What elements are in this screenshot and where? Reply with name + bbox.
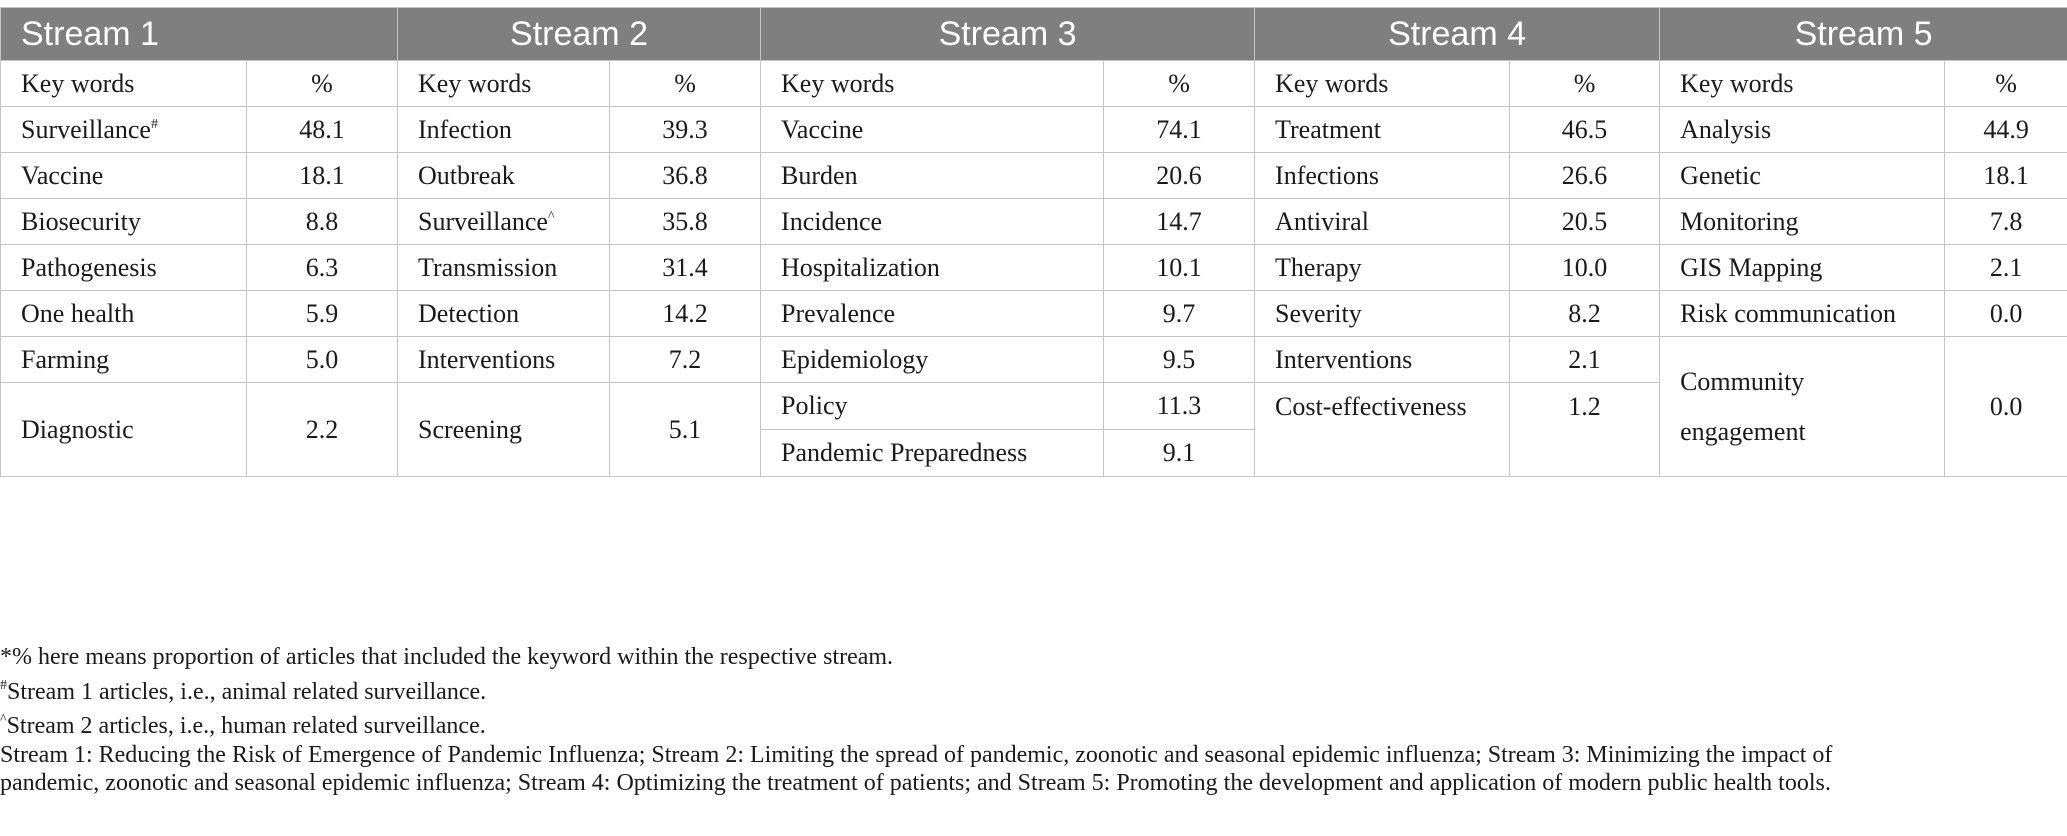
keyword-cell: Treatment bbox=[1255, 107, 1510, 153]
percent-cell: 48.1 bbox=[247, 107, 398, 153]
keyword-cell: Monitoring bbox=[1660, 199, 1945, 245]
table-row bbox=[1, 107, 2067, 153]
percent-cell: 7.8 bbox=[1945, 199, 2067, 245]
percent-cell: 0.0 bbox=[1945, 291, 2067, 337]
percent-cell: 18.1 bbox=[247, 153, 398, 199]
percent-cell: 18.1 bbox=[1945, 153, 2067, 199]
percent-cell: 39.3 bbox=[610, 107, 761, 153]
percent-header: % bbox=[1510, 61, 1660, 107]
keyword-cell: Diagnostic bbox=[1, 383, 247, 477]
keywords-header: Key words bbox=[1, 61, 247, 107]
percent-cell: 2.1 bbox=[1510, 337, 1660, 383]
percent-cell: 1.2 bbox=[1510, 383, 1660, 477]
keyword-cell: Transmission bbox=[398, 245, 610, 291]
keyword-text: Surveillance bbox=[418, 206, 548, 236]
percent-cell: 20.6 bbox=[1104, 153, 1255, 199]
keywords-header: Key words bbox=[1660, 61, 1945, 107]
keyword-cell: Burden bbox=[761, 153, 1104, 199]
stream-3-header: Stream 3 bbox=[761, 8, 1255, 61]
keyword-table bbox=[0, 7, 2067, 477]
percent-cell: 9.1 bbox=[1104, 430, 1255, 477]
table-row bbox=[1, 291, 2067, 337]
keyword-cell bbox=[1, 107, 247, 153]
keywords-header: Key words bbox=[1255, 61, 1510, 107]
percent-cell: 46.5 bbox=[1510, 107, 1660, 153]
percent-cell: 7.2 bbox=[610, 337, 761, 383]
keywords-header: Key words bbox=[761, 61, 1104, 107]
percent-cell: 8.8 bbox=[247, 199, 398, 245]
keyword-text: Surveillance bbox=[21, 114, 151, 144]
keyword-cell: Vaccine bbox=[1, 153, 247, 199]
percent-header: % bbox=[1945, 61, 2067, 107]
percent-cell: 5.0 bbox=[247, 337, 398, 383]
keyword-cell: Infection bbox=[398, 107, 610, 153]
footnote-marker-hash: # bbox=[150, 116, 158, 132]
footnote-caret-text: Stream 2 articles, i.e., human related surveillance. bbox=[6, 713, 486, 739]
percent-cell: 26.6 bbox=[1510, 153, 1660, 199]
keyword-cell: Interventions bbox=[398, 337, 610, 383]
keyword-cell: Risk communication bbox=[1660, 291, 1945, 337]
table-row bbox=[1, 199, 2067, 245]
percent-cell: 20.5 bbox=[1510, 199, 1660, 245]
footnote-hash-marker: # bbox=[0, 677, 7, 693]
keyword-cell: Outbreak bbox=[398, 153, 610, 199]
keyword-cell: Severity bbox=[1255, 291, 1510, 337]
footnote-caret-marker: ^ bbox=[0, 712, 7, 727]
percent-cell: 2.2 bbox=[247, 383, 398, 477]
footnote-marker-caret: ^ bbox=[547, 208, 555, 224]
percent-cell: 9.5 bbox=[1104, 337, 1255, 383]
percent-cell: 11.3 bbox=[1104, 383, 1255, 430]
column-subheader-row bbox=[1, 61, 2067, 107]
footnote-hash bbox=[0, 672, 1832, 707]
keyword-cell: GIS Mapping bbox=[1660, 245, 1945, 291]
keyword-cell: Vaccine bbox=[761, 107, 1104, 153]
keyword-cell: Pathogenesis bbox=[1, 245, 247, 291]
keyword-cell: Biosecurity bbox=[1, 199, 247, 245]
keyword-cell bbox=[398, 199, 610, 245]
percent-cell: 5.9 bbox=[247, 291, 398, 337]
percent-cell: 10.1 bbox=[1104, 245, 1255, 291]
percent-cell: 6.3 bbox=[247, 245, 398, 291]
stream-definitions-line-1: Stream 1: Reducing the Risk of Emergence of Pandemic Influenza; Stream 2: Limiting the spread of pandemic, zoonotic and seasonal epidemic influenza; Stream 3: Minimizing the impact of bbox=[0, 741, 1833, 768]
keyword-cell: Genetic bbox=[1660, 153, 1945, 199]
keyword-cell: Community engagement bbox=[1660, 337, 1945, 477]
stream-2-header: Stream 2 bbox=[398, 8, 761, 61]
keyword-cell: Antiviral bbox=[1255, 199, 1510, 245]
percent-cell: 74.1 bbox=[1104, 107, 1255, 153]
percent-cell: 5.1 bbox=[610, 383, 761, 477]
table-row bbox=[1, 153, 2067, 199]
keyword-cell: Detection bbox=[398, 291, 610, 337]
stream-4-header: Stream 4 bbox=[1255, 8, 1660, 61]
percent-cell: 36.8 bbox=[610, 153, 761, 199]
table-footnotes bbox=[0, 643, 1832, 798]
percent-cell: 35.8 bbox=[610, 199, 761, 245]
percent-cell: 9.7 bbox=[1104, 291, 1255, 337]
keyword-cell: Infections bbox=[1255, 153, 1510, 199]
percent-header: % bbox=[610, 61, 761, 107]
keyword-cell: Policy bbox=[761, 383, 1104, 430]
percent-cell: 14.7 bbox=[1104, 199, 1255, 245]
keywords-header: Key words bbox=[398, 61, 610, 107]
percent-header: % bbox=[1104, 61, 1255, 107]
keyword-cell: Interventions bbox=[1255, 337, 1510, 383]
keyword-cell: Prevalence bbox=[761, 291, 1104, 337]
keyword-cell: Analysis bbox=[1660, 107, 1945, 153]
percent-cell: 2.1 bbox=[1945, 245, 2067, 291]
keyword-cell: Pandemic Preparedness bbox=[761, 430, 1104, 477]
table-row bbox=[1, 337, 2067, 383]
footnote-caret bbox=[0, 706, 1832, 741]
percent-cell: 44.9 bbox=[1945, 107, 2067, 153]
stream-1-header: Stream 1 bbox=[1, 8, 398, 61]
keyword-cell: Therapy bbox=[1255, 245, 1510, 291]
keyword-cell: Screening bbox=[398, 383, 610, 477]
keyword-cell: Hospitalization bbox=[761, 245, 1104, 291]
percent-cell: 8.2 bbox=[1510, 291, 1660, 337]
percent-cell: 31.4 bbox=[610, 245, 761, 291]
percent-cell: 0.0 bbox=[1945, 337, 2067, 477]
footnote-percent-definition: *% here means proportion of articles that included the keyword within the respective stream. bbox=[0, 644, 894, 670]
stream-5-header: Stream 5 bbox=[1660, 8, 2067, 61]
keyword-cell: One health bbox=[1, 291, 247, 337]
stream-definitions-line-2: pandemic, zoonotic and seasonal epidemic influenza; Stream 4: Optimizing the treatment of patients; and Stream 5: Promoting the development and application of modern public health tools. bbox=[0, 770, 1831, 796]
keyword-cell: Cost-effectiveness bbox=[1255, 383, 1510, 477]
percent-cell: 14.2 bbox=[610, 291, 761, 337]
footnote-hash-text: Stream 1 articles, i.e., animal related surveillance. bbox=[7, 678, 487, 705]
percent-header: % bbox=[247, 61, 398, 107]
keyword-cell: Epidemiology bbox=[761, 337, 1104, 383]
keyword-cell: Incidence bbox=[761, 199, 1104, 245]
table-row bbox=[1, 245, 2067, 291]
percent-cell: 10.0 bbox=[1510, 245, 1660, 291]
keyword-cell: Farming bbox=[1, 337, 247, 383]
